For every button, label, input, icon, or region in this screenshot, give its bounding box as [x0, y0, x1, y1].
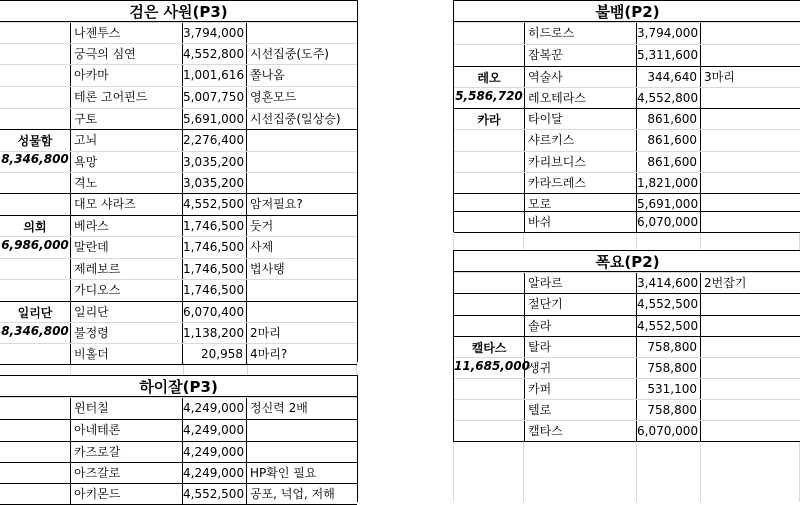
serpentshrine-title: 불뱀(P2)	[454, 0, 800, 22]
hp-value-cell[interactable]: 5,311,600	[637, 45, 701, 66]
table-row	[0, 462, 357, 483]
hp-value-cell[interactable]: 861,600	[637, 152, 701, 172]
group-total: 8,346,800	[1, 152, 69, 166]
note-cell[interactable]: 암저필요?	[250, 197, 303, 211]
table-bottom-border	[0, 364, 357, 365]
note-cell[interactable]: 영혼모드	[250, 90, 297, 104]
group-name: 레오	[477, 71, 501, 85]
boss-name-cell[interactable]: 알라르	[524, 273, 637, 293]
note-cell[interactable]	[701, 173, 800, 193]
boss-name-cell[interactable]: 히드로스	[524, 23, 637, 44]
tempest-keep-title: 폭요(P2)	[454, 250, 800, 272]
note-cell[interactable]	[701, 337, 800, 357]
hp-value-cell[interactable]: 4,552,500	[637, 316, 701, 336]
boss-name-cell[interactable]: 아즈갈로	[70, 463, 183, 483]
note-cell[interactable]	[701, 130, 800, 151]
table-bottom-border	[454, 232, 800, 233]
note-cell[interactable]	[247, 130, 357, 151]
note-cell[interactable]: 2번잡기	[704, 276, 747, 290]
boss-name-cell[interactable]: 아네테론	[70, 420, 183, 441]
hp-value-cell[interactable]: 4,552,500	[183, 194, 247, 215]
hp-value-cell[interactable]: 4,249,000	[183, 398, 247, 419]
black-temple-table	[0, 0, 358, 362]
note-cell[interactable]: 정신력 2배	[250, 401, 308, 415]
table-row	[0, 43, 357, 64]
note-cell[interactable]: 2마리	[250, 326, 281, 340]
boss-name-cell[interactable]: 고뇌	[70, 130, 183, 151]
note-cell[interactable]	[701, 212, 800, 232]
table-row	[454, 272, 800, 293]
hp-value-cell[interactable]: 2,276,400	[183, 130, 247, 151]
note-cell[interactable]	[247, 23, 357, 43]
boss-name-cell[interactable]: 비홀더	[70, 344, 183, 364]
boss-name-cell[interactable]: 베라스	[70, 216, 183, 236]
note-cell[interactable]	[247, 173, 357, 193]
note-cell[interactable]	[701, 45, 800, 66]
boss-name-cell[interactable]: 구토	[70, 109, 183, 129]
table-row	[0, 64, 357, 86]
hp-value-cell[interactable]: 1,001,616	[183, 65, 247, 86]
boss-name-cell[interactable]: 탈라	[524, 337, 637, 357]
note-cell[interactable]: 법사탱	[250, 262, 285, 276]
group-name: 카라	[477, 113, 501, 127]
note-cell[interactable]: 4마리?	[250, 347, 288, 361]
boss-name-cell[interactable]: 궁극의 심연	[70, 44, 183, 64]
hp-value-cell[interactable]: 861,600	[637, 109, 701, 129]
boss-name-cell[interactable]: 제레보르	[70, 259, 183, 279]
group-label	[0, 215, 70, 301]
group-name: 캘타스	[471, 341, 507, 355]
group-total: 11,685,000	[454, 359, 530, 373]
table-row	[454, 293, 800, 315]
table-row	[0, 483, 357, 504]
group-label	[454, 66, 524, 108]
hp-value-cell[interactable]: 5,691,000	[183, 109, 247, 129]
table-row	[454, 211, 800, 232]
boss-name-cell[interactable]: 나젠투스	[70, 23, 183, 43]
table-row	[454, 44, 800, 66]
hp-value-cell[interactable]: 861,600	[637, 130, 701, 151]
table-bottom-border	[454, 441, 800, 442]
boss-name-cell[interactable]: 테론 고어핀드	[70, 87, 183, 108]
table-row	[0, 441, 357, 462]
boss-name-cell[interactable]: 타이달	[524, 109, 637, 129]
note-cell[interactable]	[701, 421, 800, 441]
table-row	[454, 22, 800, 44]
table-row	[0, 108, 357, 129]
table-row	[0, 397, 357, 419]
boss-name-cell[interactable]: 윈터칠	[70, 398, 183, 419]
hp-value-cell[interactable]: 3,414,600	[637, 273, 701, 293]
boss-name-cell[interactable]: 대모 샤라즈	[70, 194, 183, 215]
boss-name-cell[interactable]: 격노	[70, 173, 183, 193]
group-label	[454, 336, 530, 441]
hp-value-cell[interactable]: 4,249,000	[183, 463, 247, 483]
note-cell[interactable]	[247, 152, 357, 172]
note-cell[interactable]	[701, 109, 800, 129]
hp-value-cell[interactable]: 4,552,500	[183, 484, 247, 504]
hp-value-cell[interactable]: 1,821,000	[637, 173, 701, 193]
hp-value-cell[interactable]: 1,746,500	[183, 280, 247, 301]
boss-name-cell[interactable]: 욕망	[70, 152, 183, 172]
note-cell[interactable]: 둣거	[250, 219, 274, 233]
table-row	[0, 86, 357, 108]
note-cell[interactable]: HP확인 필요	[250, 466, 317, 480]
tempest-keep-table	[453, 250, 800, 442]
group-name: 일리단	[17, 306, 53, 320]
note-cell[interactable]	[247, 442, 357, 462]
note-cell[interactable]	[247, 420, 357, 441]
note-cell[interactable]	[701, 88, 800, 108]
table-row	[454, 315, 800, 336]
hp-value-cell[interactable]: 3,794,000	[637, 23, 701, 44]
hp-value-cell[interactable]: 1,138,200	[183, 323, 247, 343]
boss-name-cell[interactable]: 솔라	[524, 316, 637, 336]
hp-value-cell[interactable]: 3,794,000	[183, 23, 247, 43]
note-cell[interactable]: 쫄나옴	[250, 68, 285, 82]
note-cell[interactable]	[701, 379, 800, 399]
group-label	[0, 301, 70, 364]
boss-name-cell[interactable]: 바쉬	[524, 212, 637, 232]
note-cell[interactable]: 3마리	[704, 70, 735, 84]
group-label	[0, 129, 70, 193]
hyjal-title: 하이잘(P3)	[0, 375, 357, 397]
hp-value-cell[interactable]: 758,800	[637, 358, 701, 378]
hp-value-cell[interactable]: 4,249,000	[183, 420, 247, 441]
hp-value-cell[interactable]: 1,746,500	[183, 237, 247, 258]
group-total: 8,346,800	[1, 324, 69, 338]
hp-value-cell[interactable]: 6,070,000	[637, 212, 701, 232]
boss-name-cell[interactable]: 불정령	[70, 323, 183, 343]
boss-name-cell[interactable]: 아키몬드	[70, 484, 183, 504]
hp-value-cell[interactable]: 3,035,200	[183, 152, 247, 172]
hp-value-cell[interactable]: 1,746,500	[183, 259, 247, 279]
boss-name-cell[interactable]: 텔로	[524, 400, 637, 420]
boss-name-cell[interactable]: 모로	[524, 194, 637, 211]
group-total: 5,586,720	[455, 89, 523, 103]
boss-name-cell[interactable]: 가디오스	[70, 280, 183, 301]
group-name: 성물함	[17, 134, 53, 148]
note-cell[interactable]: 시선집중(도주)	[250, 47, 329, 61]
serpentshrine-table	[453, 0, 800, 232]
table-row	[0, 193, 357, 215]
table-row	[0, 419, 357, 441]
table-row	[454, 193, 800, 211]
group-name: 의회	[23, 220, 47, 234]
hp-value-cell[interactable]: 758,800	[637, 400, 701, 420]
boss-name-cell[interactable]: 카라드레스	[524, 173, 637, 193]
note-cell[interactable]	[701, 400, 800, 420]
boss-name-cell[interactable]: 절단기	[524, 294, 637, 315]
note-cell[interactable]	[247, 302, 357, 322]
note-cell[interactable]	[701, 316, 800, 336]
boss-name-cell[interactable]: 카퍼	[524, 379, 637, 399]
hp-value-cell[interactable]: 4,249,000	[183, 442, 247, 462]
note-cell[interactable]	[701, 294, 800, 315]
hp-value-cell[interactable]: 5,007,750	[183, 87, 247, 108]
note-cell[interactable]	[247, 280, 357, 301]
note-cell[interactable]: 사제	[250, 240, 274, 254]
boss-name-cell[interactable]: 아카마	[70, 65, 183, 86]
note-cell[interactable]	[701, 194, 800, 211]
black-temple-title: 검은 사원(P3)	[0, 0, 357, 22]
note-cell[interactable]: 공포, 넉업, 저해	[250, 487, 335, 501]
hp-value-cell[interactable]: 4,552,800	[637, 88, 701, 108]
hp-value-cell[interactable]: 4,552,500	[637, 294, 701, 315]
note-cell[interactable]	[701, 152, 800, 172]
table-row	[0, 22, 357, 43]
hp-value-cell[interactable]: 20,958	[183, 344, 247, 364]
boss-name-cell[interactable]: 캘타스	[524, 421, 637, 441]
boss-name-cell[interactable]: 레오테라스	[524, 88, 637, 108]
note-cell[interactable]: 시선집중(일상승)	[250, 112, 341, 126]
note-cell[interactable]	[701, 23, 800, 44]
hp-value-cell[interactable]: 758,800	[637, 337, 701, 357]
hp-value-cell[interactable]: 6,070,000	[637, 421, 701, 441]
boss-name-cell[interactable]: 역술사	[524, 67, 637, 87]
hp-value-cell[interactable]: 4,552,800	[183, 44, 247, 64]
hp-value-cell[interactable]: 344,640	[637, 67, 701, 87]
boss-name-cell[interactable]: 잠복꾼	[524, 45, 637, 66]
hyjal-table	[0, 375, 358, 502]
boss-name-cell[interactable]: 카리브디스	[524, 152, 637, 172]
group-label	[454, 108, 524, 193]
boss-name-cell[interactable]: 일리단	[70, 302, 183, 322]
boss-name-cell[interactable]: 카즈로갈	[70, 442, 183, 462]
hp-value-cell[interactable]: 531,100	[637, 379, 701, 399]
hp-value-cell[interactable]: 5,691,000	[637, 194, 701, 211]
hp-value-cell[interactable]: 3,035,200	[183, 173, 247, 193]
hp-value-cell[interactable]: 1,746,500	[183, 216, 247, 236]
boss-name-cell[interactable]: 샤르키스	[524, 130, 637, 151]
boss-name-cell[interactable]: 생귀	[524, 358, 637, 378]
hp-value-cell[interactable]: 6,070,400	[183, 302, 247, 322]
note-cell[interactable]	[701, 358, 800, 378]
boss-name-cell[interactable]: 말란데	[70, 237, 183, 258]
group-total: 6,986,000	[1, 238, 69, 252]
